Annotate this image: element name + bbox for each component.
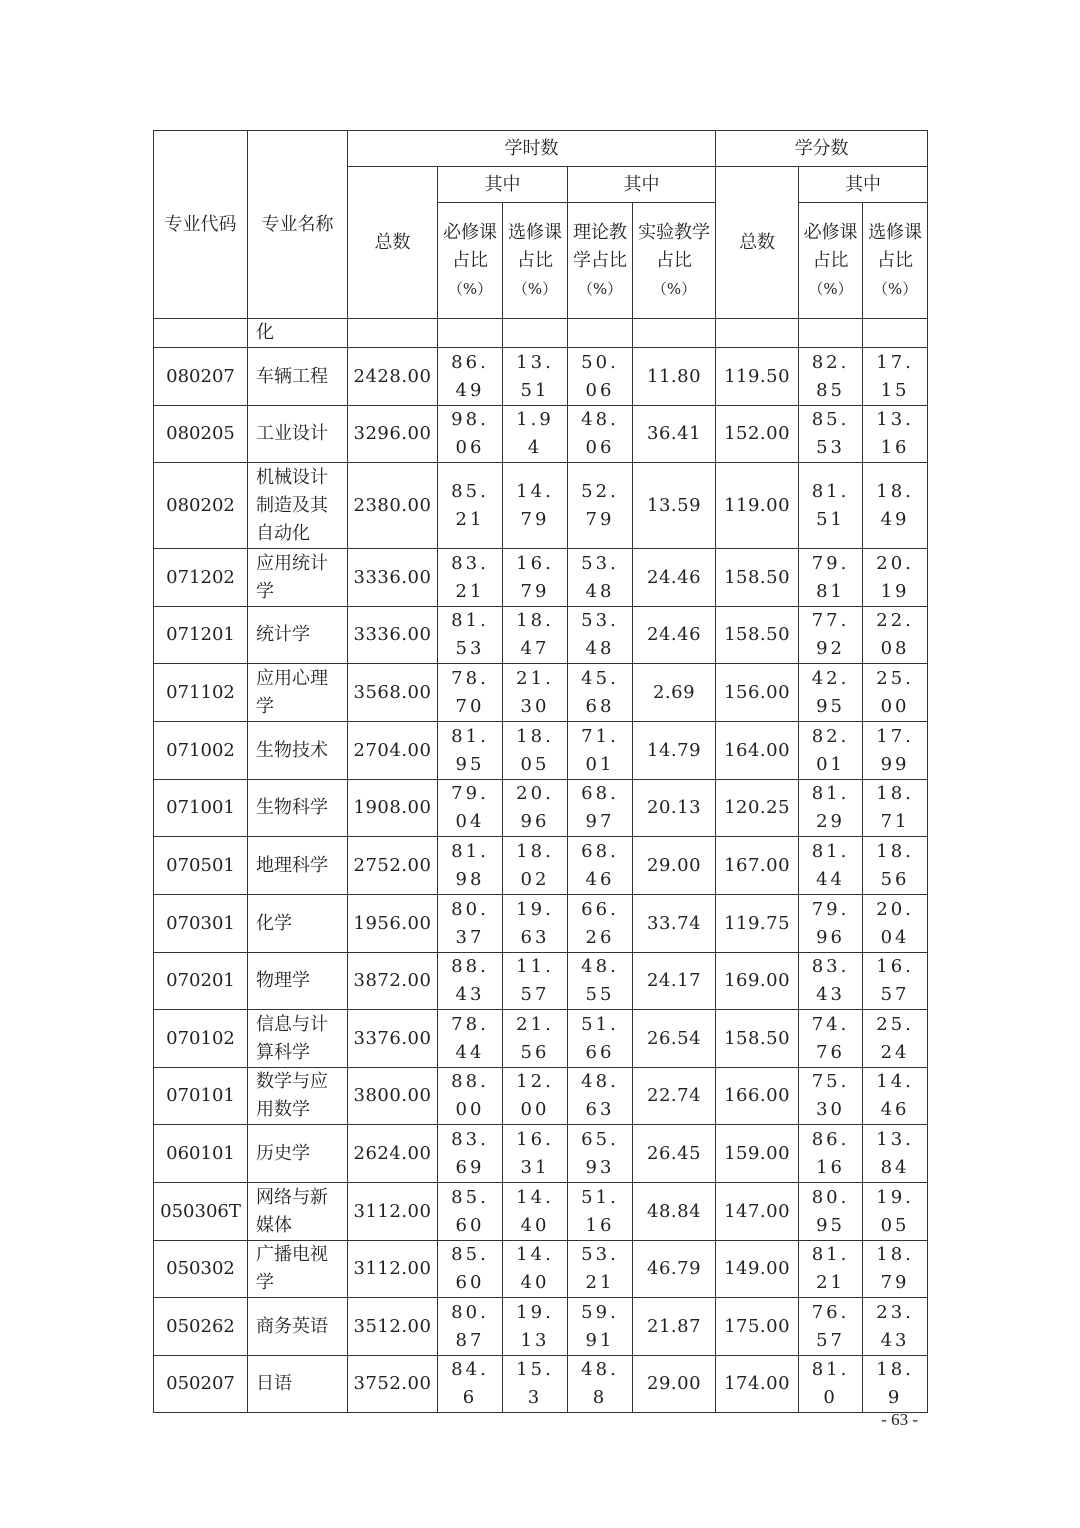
header-hours-elective-label: 选修课占比 — [508, 221, 562, 271]
major-code: 071001 — [154, 780, 248, 837]
table-row — [154, 895, 928, 953]
major-name: 应用统计学 — [248, 549, 348, 607]
major-code: 070501 — [154, 837, 248, 895]
credits-elective-ratio: 17.99 — [863, 722, 928, 780]
hours-elective-ratio: 16.31 — [503, 1125, 568, 1183]
credits-total: 119.75 — [716, 895, 799, 953]
hours-total: 3872.00 — [348, 953, 438, 1010]
hours-elective-ratio: 19.13 — [503, 1298, 568, 1356]
hours-total: 3112.00 — [348, 1183, 438, 1241]
credits-elective-ratio: 18.71 — [863, 780, 928, 837]
credits-required-ratio: 42.95 — [799, 664, 863, 722]
header-unit: （%） — [447, 279, 493, 298]
major-name: 机械设计制造及其自动化 — [248, 463, 348, 549]
major-code: 070102 — [154, 1010, 248, 1068]
hours-total: 3568.00 — [348, 664, 438, 722]
theory-ratio: 48.06 — [568, 406, 633, 463]
credits-elective-ratio: 25.00 — [863, 664, 928, 722]
hours-elective-ratio: 18.02 — [503, 837, 568, 895]
credits-elective-ratio: 18.49 — [863, 463, 928, 549]
theory-ratio: 52.79 — [568, 463, 633, 549]
lab-ratio: 48.84 — [633, 1183, 716, 1241]
major-code: 060101 — [154, 1125, 248, 1183]
credits-elective-ratio: 20.04 — [863, 895, 928, 953]
header-theory-label: 理论教学占比 — [573, 221, 627, 271]
header-hours-required-label: 必修课占比 — [443, 221, 497, 271]
header-row-1 — [154, 131, 928, 167]
credits-required-ratio: 75.30 — [799, 1068, 863, 1125]
lab-ratio: 46.79 — [633, 1241, 716, 1298]
header-lab-ratio — [633, 203, 716, 319]
hours-required-ratio: 79.04 — [438, 780, 503, 837]
table-row — [154, 664, 928, 722]
major-name: 工业设计 — [248, 406, 348, 463]
header-hours-of-which: 其中 — [438, 167, 568, 203]
major-code: 050207 — [154, 1356, 248, 1413]
major-code: 080202 — [154, 463, 248, 549]
hours-required-ratio: 88.00 — [438, 1068, 503, 1125]
theory-ratio: 48.55 — [568, 953, 633, 1010]
theory-ratio: 59.91 — [568, 1298, 633, 1356]
header-credits-of-which: 其中 — [799, 167, 928, 203]
hours-required-ratio: 81.53 — [438, 607, 503, 664]
header-theory-ratio — [568, 203, 633, 319]
header-credits-group: 学分数 — [716, 131, 928, 167]
header-unit: （%） — [808, 279, 853, 298]
lab-ratio: 33.74 — [633, 895, 716, 953]
hours-elective-ratio: 14.79 — [503, 463, 568, 549]
credits-total: 147.00 — [716, 1183, 799, 1241]
theory-ratio: 45.68 — [568, 664, 633, 722]
hours-total: 3296.00 — [348, 406, 438, 463]
theory-ratio: 53.48 — [568, 607, 633, 664]
major-code: 070101 — [154, 1068, 248, 1125]
header-credits-elective-ratio — [863, 203, 928, 319]
lab-ratio: 36.41 — [633, 406, 716, 463]
hours-total: 3800.00 — [348, 1068, 438, 1125]
credits-required-ratio: 82.01 — [799, 722, 863, 780]
credits-elective-ratio: 20.19 — [863, 549, 928, 607]
hours-elective-ratio: 14.40 — [503, 1241, 568, 1298]
header-hours-total: 总数 — [348, 167, 438, 319]
hours-required-ratio: 78.44 — [438, 1010, 503, 1068]
hours-total: 3336.00 — [348, 549, 438, 607]
credits-required-ratio: 79.96 — [799, 895, 863, 953]
major-code: 071102 — [154, 664, 248, 722]
credits-total: 164.00 — [716, 722, 799, 780]
theory-ratio: 66.26 — [568, 895, 633, 953]
major-name: 应用心理学 — [248, 664, 348, 722]
hours-elective-ratio: 13.51 — [503, 348, 568, 406]
hours-elective-ratio: 20.96 — [503, 780, 568, 837]
hours-elective-ratio: 14.40 — [503, 1183, 568, 1241]
lab-ratio: 26.45 — [633, 1125, 716, 1183]
hours-total: 1908.00 — [348, 780, 438, 837]
hours-total: 3336.00 — [348, 607, 438, 664]
hours-total: 2428.00 — [348, 348, 438, 406]
credits-required-ratio: 81.0 — [799, 1356, 863, 1413]
continued-cell — [716, 319, 799, 348]
credits-required-ratio: 77.92 — [799, 607, 863, 664]
major-code: 050262 — [154, 1298, 248, 1356]
hours-elective-ratio: 1.94 — [503, 406, 568, 463]
table-row — [154, 1356, 928, 1413]
credits-required-ratio: 74.76 — [799, 1010, 863, 1068]
credits-required-ratio: 81.44 — [799, 837, 863, 895]
hours-elective-ratio: 18.47 — [503, 607, 568, 664]
continued-cell — [438, 319, 503, 348]
continued-code — [154, 319, 248, 348]
credits-total: 156.00 — [716, 664, 799, 722]
credits-total: 175.00 — [716, 1298, 799, 1356]
credits-required-ratio: 81.29 — [799, 780, 863, 837]
major-name: 统计学 — [248, 607, 348, 664]
table-row — [154, 1010, 928, 1068]
hours-required-ratio: 85.60 — [438, 1183, 503, 1241]
hours-required-ratio: 80.37 — [438, 895, 503, 953]
hours-total: 3512.00 — [348, 1298, 438, 1356]
lab-ratio: 20.13 — [633, 780, 716, 837]
credits-required-ratio: 85.53 — [799, 406, 863, 463]
table-row — [154, 406, 928, 463]
header-unit: （%） — [512, 279, 558, 298]
major-name: 地理科学 — [248, 837, 348, 895]
credits-elective-ratio: 18.9 — [863, 1356, 928, 1413]
credits-required-ratio: 80.95 — [799, 1183, 863, 1241]
lab-ratio: 24.46 — [633, 549, 716, 607]
major-name: 日语 — [248, 1356, 348, 1413]
header-hours-required-ratio — [438, 203, 503, 319]
table-row — [154, 780, 928, 837]
hours-required-ratio: 85.60 — [438, 1241, 503, 1298]
hours-required-ratio: 86.49 — [438, 348, 503, 406]
credits-total: 166.00 — [716, 1068, 799, 1125]
hours-total: 2380.00 — [348, 463, 438, 549]
hours-elective-ratio: 21.30 — [503, 664, 568, 722]
header-unit: （%） — [577, 279, 623, 298]
hours-elective-ratio: 11.57 — [503, 953, 568, 1010]
table-row — [154, 1068, 928, 1125]
major-name: 生物科学 — [248, 780, 348, 837]
credits-required-ratio: 83.43 — [799, 953, 863, 1010]
header-teaching-of-which: 其中 — [568, 167, 716, 203]
table-row — [154, 722, 928, 780]
major-code: 071201 — [154, 607, 248, 664]
major-name: 生物技术 — [248, 722, 348, 780]
header-lab-label: 实验教学占比 — [638, 221, 711, 271]
hours-total: 1956.00 — [348, 895, 438, 953]
theory-ratio: 50.06 — [568, 348, 633, 406]
credits-elective-ratio: 22.08 — [863, 607, 928, 664]
credits-required-ratio: 81.51 — [799, 463, 863, 549]
hours-required-ratio: 81.98 — [438, 837, 503, 895]
hours-required-ratio: 84.6 — [438, 1356, 503, 1413]
theory-ratio: 53.21 — [568, 1241, 633, 1298]
theory-ratio: 48.63 — [568, 1068, 633, 1125]
credits-required-ratio: 86.16 — [799, 1125, 863, 1183]
header-unit: （%） — [651, 279, 697, 298]
lab-ratio: 13.59 — [633, 463, 716, 549]
major-code: 080207 — [154, 348, 248, 406]
continued-row — [154, 319, 928, 348]
hours-elective-ratio: 19.63 — [503, 895, 568, 953]
major-code: 071202 — [154, 549, 248, 607]
major-code: 050302 — [154, 1241, 248, 1298]
credits-total: 149.00 — [716, 1241, 799, 1298]
theory-ratio: 51.66 — [568, 1010, 633, 1068]
hours-required-ratio: 83.21 — [438, 549, 503, 607]
continued-cell — [863, 319, 928, 348]
lab-ratio: 21.87 — [633, 1298, 716, 1356]
table-container — [153, 130, 927, 1408]
hours-total: 2624.00 — [348, 1125, 438, 1183]
continued-name: 化 — [248, 319, 348, 348]
table-row — [154, 837, 928, 895]
header-credits-required-label: 必修课占比 — [803, 221, 858, 271]
theory-ratio: 68.46 — [568, 837, 633, 895]
credits-total: 159.00 — [716, 1125, 799, 1183]
table-row — [154, 1183, 928, 1241]
hours-required-ratio: 98.06 — [438, 406, 503, 463]
lab-ratio: 14.79 — [633, 722, 716, 780]
credits-total: 119.50 — [716, 348, 799, 406]
hours-elective-ratio: 12.00 — [503, 1068, 568, 1125]
lab-ratio: 29.00 — [633, 837, 716, 895]
hours-total: 2704.00 — [348, 722, 438, 780]
major-code: 080205 — [154, 406, 248, 463]
credits-total: 152.00 — [716, 406, 799, 463]
table-row — [154, 549, 928, 607]
header-unit: （%） — [872, 279, 918, 298]
credits-total: 167.00 — [716, 837, 799, 895]
continued-cell — [633, 319, 716, 348]
continued-cell — [568, 319, 633, 348]
credits-elective-ratio: 14.46 — [863, 1068, 928, 1125]
credits-required-ratio: 82.85 — [799, 348, 863, 406]
lab-ratio: 24.46 — [633, 607, 716, 664]
hours-elective-ratio: 18.05 — [503, 722, 568, 780]
hours-elective-ratio: 16.79 — [503, 549, 568, 607]
continued-cell — [348, 319, 438, 348]
major-name: 商务英语 — [248, 1298, 348, 1356]
continued-cell — [799, 319, 863, 348]
credits-elective-ratio: 23.43 — [863, 1298, 928, 1356]
credits-required-ratio: 76.57 — [799, 1298, 863, 1356]
theory-ratio: 68.97 — [568, 780, 633, 837]
credits-elective-ratio: 25.24 — [863, 1010, 928, 1068]
major-name: 数学与应用数学 — [248, 1068, 348, 1125]
major-name: 信息与计算科学 — [248, 1010, 348, 1068]
lab-ratio: 22.74 — [633, 1068, 716, 1125]
credits-total: 169.00 — [716, 953, 799, 1010]
table-row — [154, 953, 928, 1010]
page-number: - 63 - — [881, 1410, 918, 1429]
major-name: 车辆工程 — [248, 348, 348, 406]
credits-total: 120.25 — [716, 780, 799, 837]
credits-elective-ratio: 19.05 — [863, 1183, 928, 1241]
header-name: 专业名称 — [248, 131, 348, 319]
lab-ratio: 29.00 — [633, 1356, 716, 1413]
major-name: 物理学 — [248, 953, 348, 1010]
theory-ratio: 51.16 — [568, 1183, 633, 1241]
continued-cell — [503, 319, 568, 348]
credits-elective-ratio: 17.15 — [863, 348, 928, 406]
theory-ratio: 53.48 — [568, 549, 633, 607]
credits-elective-ratio: 16.57 — [863, 953, 928, 1010]
hours-required-ratio: 88.43 — [438, 953, 503, 1010]
credits-total: 119.00 — [716, 463, 799, 549]
header-credits-total: 总数 — [716, 167, 799, 319]
hours-required-ratio: 85.21 — [438, 463, 503, 549]
lab-ratio: 11.80 — [633, 348, 716, 406]
credits-total: 174.00 — [716, 1356, 799, 1413]
major-name: 广播电视学 — [248, 1241, 348, 1298]
header-code: 专业代码 — [154, 131, 248, 319]
theory-ratio: 65.93 — [568, 1125, 633, 1183]
major-name: 化学 — [248, 895, 348, 953]
major-code: 070301 — [154, 895, 248, 953]
table-row — [154, 1241, 928, 1298]
theory-ratio: 48.8 — [568, 1356, 633, 1413]
major-code: 050306T — [154, 1183, 248, 1241]
credits-required-ratio: 81.21 — [799, 1241, 863, 1298]
table-row — [154, 607, 928, 664]
hours-required-ratio: 83.69 — [438, 1125, 503, 1183]
credits-elective-ratio: 13.84 — [863, 1125, 928, 1183]
major-code: 071002 — [154, 722, 248, 780]
hours-required-ratio: 81.95 — [438, 722, 503, 780]
credits-elective-ratio: 13.16 — [863, 406, 928, 463]
table-row — [154, 463, 928, 549]
major-name: 历史学 — [248, 1125, 348, 1183]
hours-total: 3376.00 — [348, 1010, 438, 1068]
credits-required-ratio: 79.81 — [799, 549, 863, 607]
curriculum-table — [153, 130, 928, 1413]
credits-total: 158.50 — [716, 607, 799, 664]
header-hours-elective-ratio — [503, 203, 568, 319]
table-row — [154, 1298, 928, 1356]
table-row — [154, 1125, 928, 1183]
header-hours-group: 学时数 — [348, 131, 716, 167]
lab-ratio: 2.69 — [633, 664, 716, 722]
hours-total: 2752.00 — [348, 837, 438, 895]
lab-ratio: 24.17 — [633, 953, 716, 1010]
header-credits-required-ratio — [799, 203, 863, 319]
hours-required-ratio: 80.87 — [438, 1298, 503, 1356]
hours-total: 3112.00 — [348, 1241, 438, 1298]
credits-elective-ratio: 18.56 — [863, 837, 928, 895]
header-credits-elective-label: 选修课占比 — [868, 221, 923, 271]
major-name: 网络与新媒体 — [248, 1183, 348, 1241]
credits-elective-ratio: 18.79 — [863, 1241, 928, 1298]
hours-elective-ratio: 15.3 — [503, 1356, 568, 1413]
credits-total: 158.50 — [716, 549, 799, 607]
hours-required-ratio: 78.70 — [438, 664, 503, 722]
lab-ratio: 26.54 — [633, 1010, 716, 1068]
credits-total: 158.50 — [716, 1010, 799, 1068]
major-code: 070201 — [154, 953, 248, 1010]
table-row — [154, 348, 928, 406]
theory-ratio: 71.01 — [568, 722, 633, 780]
hours-total: 3752.00 — [348, 1356, 438, 1413]
hours-elective-ratio: 21.56 — [503, 1010, 568, 1068]
